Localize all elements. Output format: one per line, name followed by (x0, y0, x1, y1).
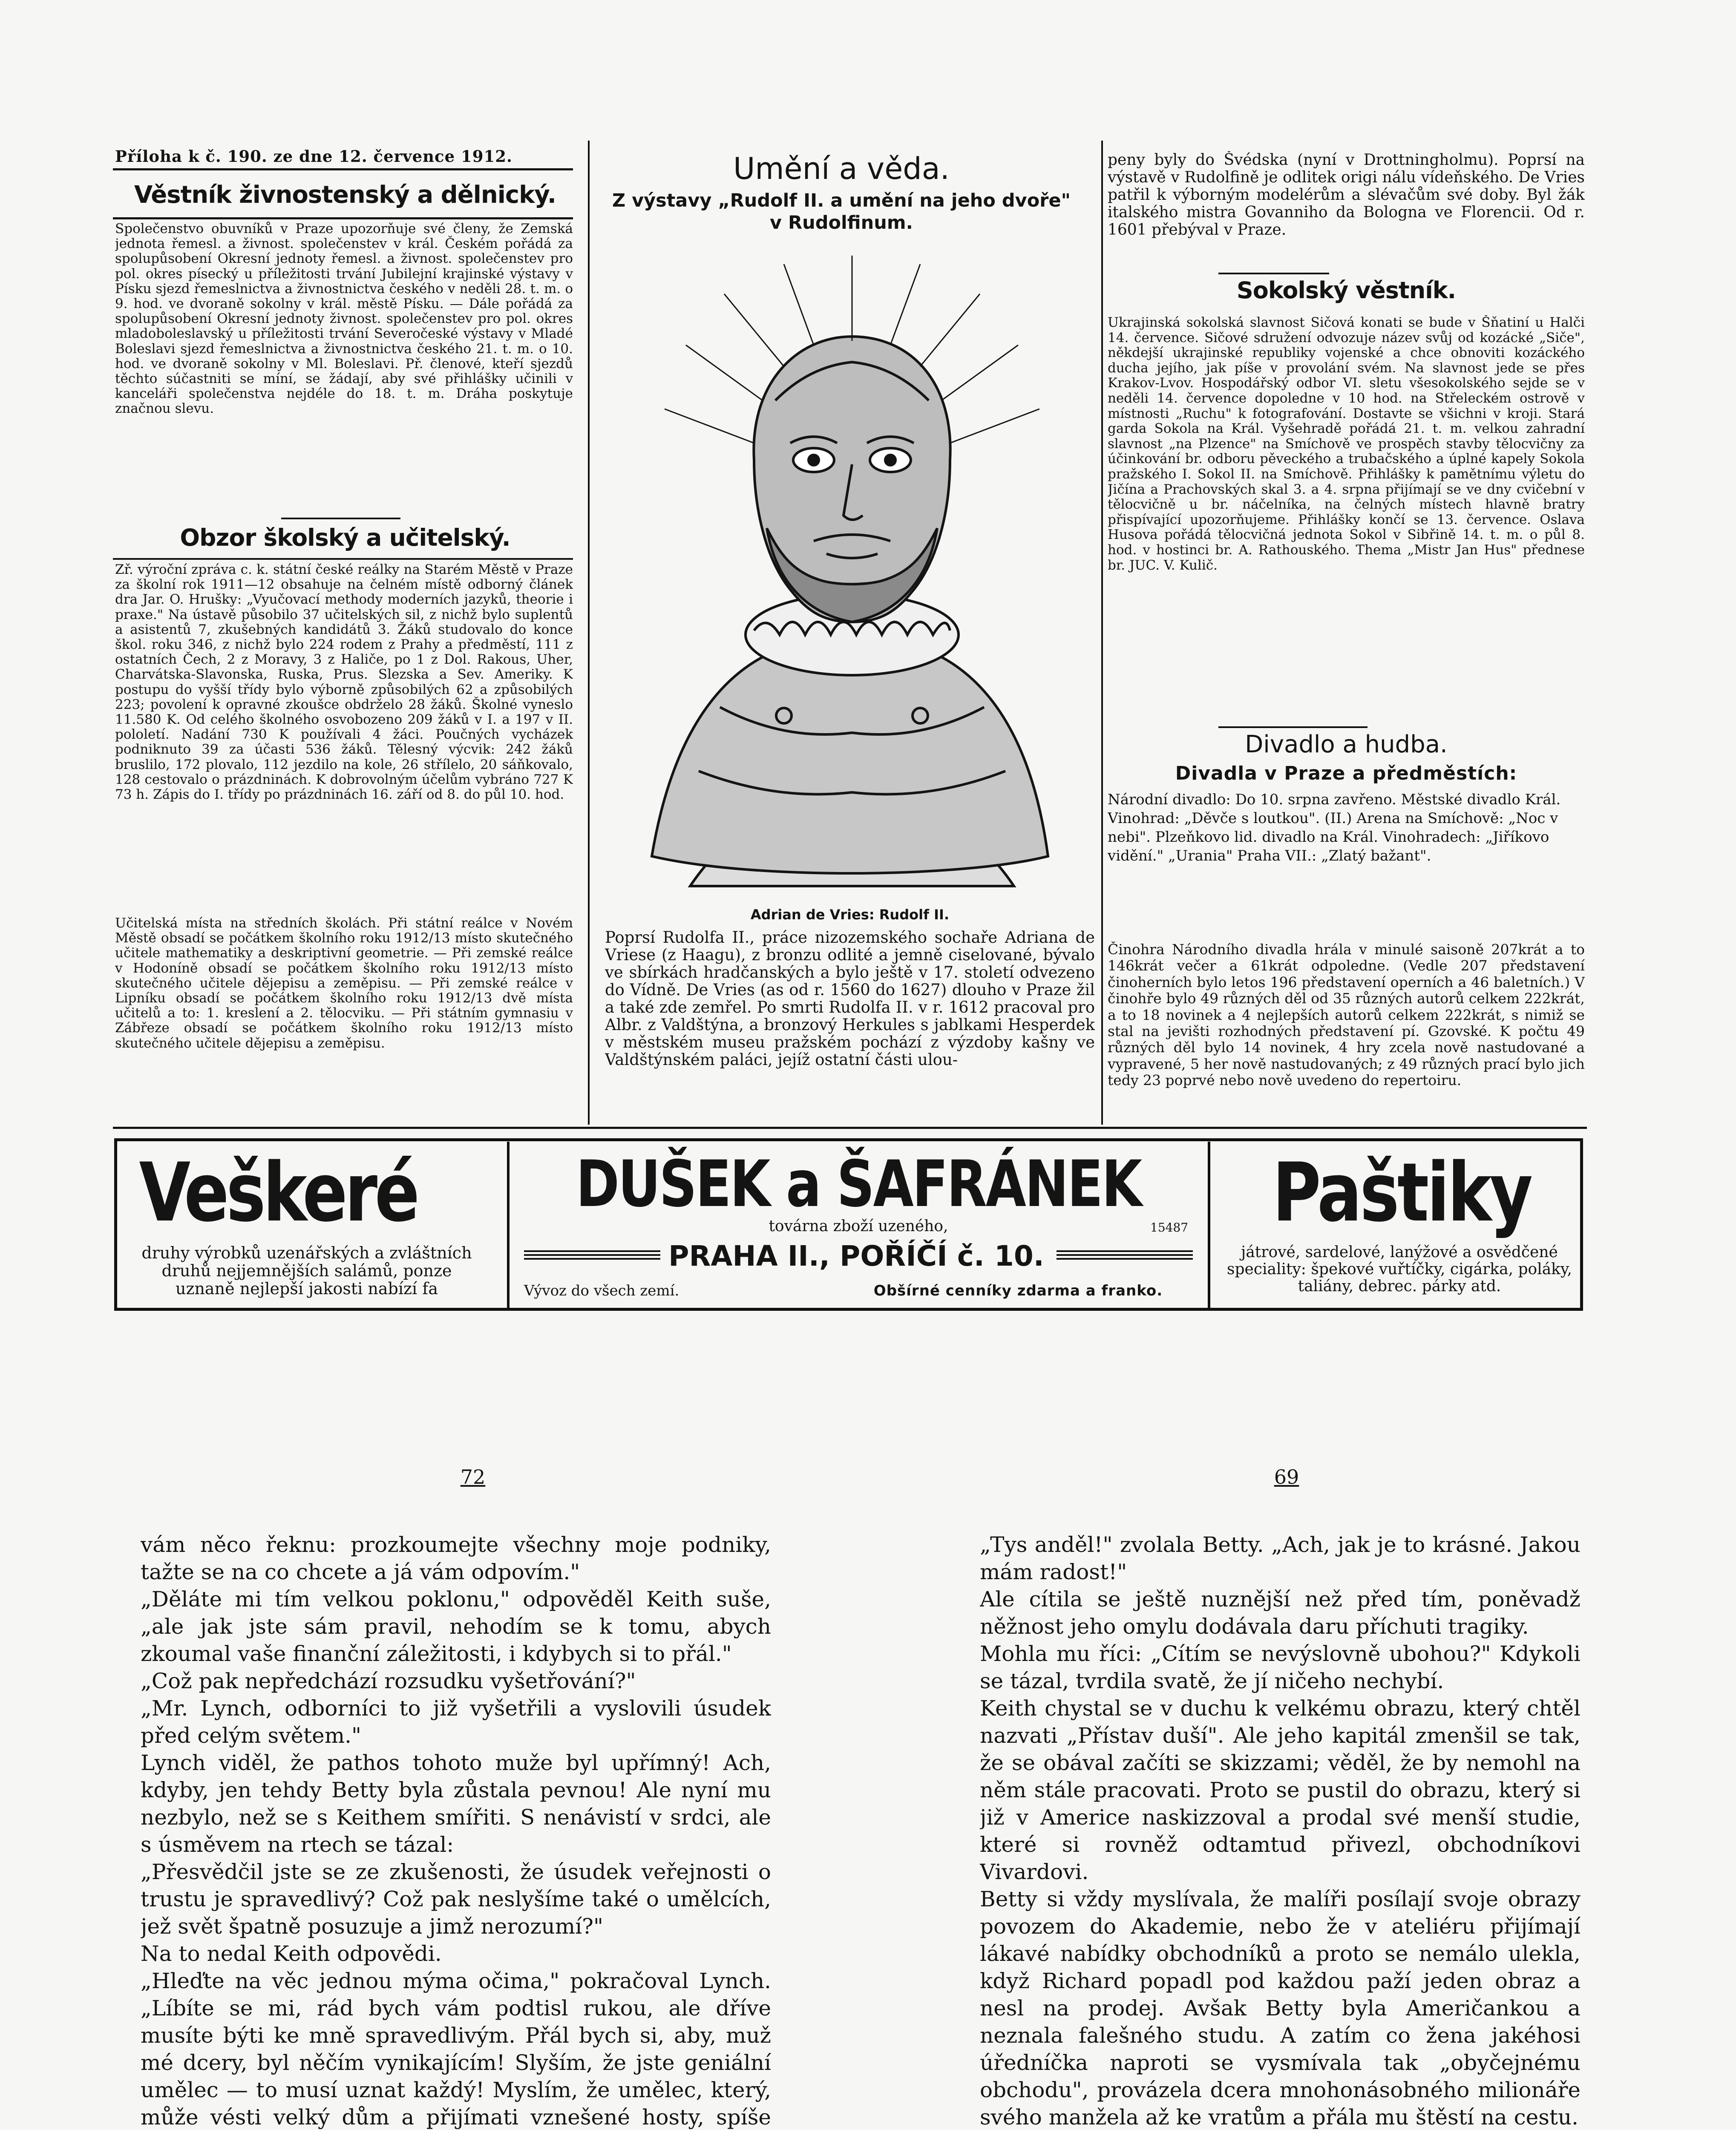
column1-title-school: Obzor školský a učitelský. (180, 524, 510, 551)
column3-sokol-title: Sokolský věstník. (1236, 277, 1456, 304)
column3-theatre-list-text: Národní divadlo: Do 10. srpna zavřeno. Městské divadlo Král. Vinohrad: „Děvče s loutkou". (II.) Arena na Smíchově: „Noc v nebi". Plzeňkovo lid. divadlo na Král. Vinohradech: „Jiříkovo vidění." „Urania" Praha VII.: „Zlatý bažant". (1108, 791, 1561, 864)
ad-address-rule-left (524, 1250, 660, 1260)
left-page-text-body: vám něco řeknu: prozkoumejte všechny moje podniky, tažte se na co chcete a já vám odpovím." „Děláte mi tím velkou poklonu," odpověděl Keith suše, „ale jak jste sám pravil, nehodím se k tomu, abych zkoumal vaše finanční záležitosti, i kdybych si to přál." „Což pak nepředchází rozsudku vyšetřování?" „Mr. Lynch, odborníci to již vyšetřili a vyslovili úsudek před celým světem." Lynch viděl, že pathos tohoto muže byl upřímný! Ach, kdyby, jen tehdy Betty byla zůstala pevnou! Ale nyní mu nezbylo, než se s Keithem smířiti. S nenávistí v srdci, ale s úsměvem na rtech se tázal: „Přesvědčil jste se ze zkušenosti, že úsudek veřejnosti o trustu je spravedlivý? Což pak neslyšíme také o umělcích, jež svět špatně posuzuje a jimž nerozumí?" Na to nedal Keith odpovědi. „Hleďte na věc jednou mýma očima," pokračoval Lynch. „Líbíte se mi, rád bych vám podtisl rukou, ale dříve musíte býti ke mně spravedlivým. Přál bych si, aby, muž mé dcery, byl něčím vynikajícím! Slyším, že jste geniální umělec — to musí uznat každý! Myslím, že umělec, který, může vésti velký dům a přijímati vznešené hosty, spíše (141, 1532, 771, 2130)
column1-paragraph-teachers (115, 916, 573, 1103)
ad-divider-left (507, 1142, 510, 1308)
column3-paragraph-cont-text: peny byly do Švédska (nyní v Drottningholmu). Poprsí na výstavě v Rudolfině je odlitek origi nálu vídeňského. De Vries patřil k výborným modelérům a slévačům své doby. Byl žák italského mistra Govanniho da Bologna ve Florencii. Od r. 1601 přebýval v Praze. (1108, 151, 1585, 239)
ad-address-rule-right (1057, 1250, 1193, 1260)
column3-divadlo-rule-top (1218, 726, 1367, 728)
ad-left-headline: Veškeré (139, 1146, 417, 1240)
ad-company-address: PRAHA II., POŘÍČÍ č. 10. (668, 1240, 1044, 1272)
column3-theatre-list (1108, 790, 1585, 914)
ad-right-headline: Paštiky (1272, 1146, 1531, 1240)
column2-subtitle: Z výstavy „Rudolf II. a umění na jeho dvoře" v Rudolfinum. (612, 190, 1071, 233)
column1-title-rule (113, 217, 573, 219)
column2-paragraph (605, 929, 1095, 1120)
rudolf-bust-illustration (613, 239, 1086, 903)
column2-title: Umění a věda. (733, 151, 950, 186)
column1-title-school-rule (113, 558, 573, 560)
column3-cinohra-paragraph (1108, 941, 1585, 1120)
column1-section-rule (281, 518, 400, 519)
ad-divider-right (1208, 1142, 1210, 1308)
column3-sokol-paragraph (1108, 315, 1585, 733)
column3-divadlo-subtitle: Divadla v Praze a předměstích: (1175, 763, 1517, 784)
right-page-text-body: „Tys anděl!" zvolala Betty. „Ach, jak je to krásné. Jakou mám radost!" Ale cítila se ještě nuznější než před tím, poněvadž něžnost jeho omylu dodávala daru příchuti tragiky. Mohla mu říci: „Cítím se nevýslovně ubohou?" Kdykoli se tázal, tvrdila svatě, že jí ničeho nechybí. Keith chystal se v duchu k velkému obrazu, který chtěl nazvati „Přístav duší". Ale jeho kapitál zmenšil se tak, že se obával začíti se skizzami; věděl, že by nemohl na něm stále pracovati. Proto se pustil do obrazu, který si již v Americe naskizzoval a prodal své menší studie, které si rovněž odtamtud přivezl, obchodníkovi Vivardovi. Betty si vždy myslívala, že malíři posílají svoje obrazy povozem do Akademie, nebo že v ateliéru přijímají lákavé nabídky obchodníků a proto se nemálo ulekla, když Richard popadl pod každou paží jeden obraz a nesl na prodej. Avšak Betty byla Američankou a neznala falešného studu. A zatím co žena jakéhosi úředníčka naproti se vysmívala tak „obyčejnému obchodu", provázela dcera mnohonásobného milionáře svého manžela až ke vratům a přála mu štěstí na cestu. (980, 1532, 1581, 2130)
column3-sokol-rule-top (1218, 273, 1329, 274)
column1-paragraph-school-text: Zř. výroční zpráva c. k. státní české reálky na Starém Městě v Praze za školní rok 1911—12 obsahuje na čelném místě odborný článek dra Jar. O. Hrušky: „Vyučovací methody moderních jazyků, theorie i praxe." Na ústavě působilo 37 učitelských sil, z nichž bylo suplentů a asistentů 7, zkušebných kandidátů 3. Žáků studovalo do konce škol. roku 346, z nichž bylo 224 rodem z Prahy a předměstí, 111 z ostatních Čech, 2 z Moravy, 3 z Haliče, po 1 z Dol. Rakous, Uher, Charvátska-Slavonska, Ruska, Prus. Slezska a Sev. Ameriky. K postupu do vyšší třídy bylo výborně způsobilých 62 a způsobilých 223; povolení k opravné zkoušce obdrželo 28 žáků. Školné vyneslo 11.580 K. Od celého školného osvobozeno 209 žáků v I. a 197 v II. pololetí. Nadání 730 K používali 4 žáci. Poučných vycházek podniknuto 39 za účasti 536 žáků. Tělesný výcvik: 242 žáků bruslilo, 172 plovalo, 112 jezdilo na kole, 26 střílelo, 20 sáňkovalo, 128 cestovalo o prázdninách. K dobrovolným účelům vybráno 727 K 73 h. Zápis do I. třídy po prázdninách 16. září od 8. do půl 10. hod. (115, 562, 573, 803)
article-bottom-rule (113, 1127, 1587, 1129)
right-page-number: 69 (1274, 1465, 1299, 1488)
column2-paragraph-text: Poprsí Rudolfa II., práce nizozemského sochaře Adriana de Vriese (z Haagu), z bronzu odlité a jemně ciselované, bývalo ve sbírkách hradčanských a bylo ještě v 17. století odvezeno do Vídně. De Vries (as od r. 1560 do 1627) dlouho v Praze žil a také zde zemřel. Po smrti Rudolfa II. v r. 1612 pracoval pro Albr. z Valdštýna, a bronzový Herkules s jablkami Hesperdek v městském museu pražském pochází z výzdoby kašny ve Valdštýnském paláci, jejíž ostatní části ulou- (605, 929, 1095, 1069)
left-page-number: 72 (460, 1465, 486, 1488)
issue-line: Příloha k č. 190. ze dne 12. července 1912. (115, 147, 512, 166)
ad-company-name: DUŠEK a ŠAFRÁNEK (576, 1147, 1141, 1221)
ad-right-text: játrové, sardelové, lanýžové a osvědčené speciality: špekové vuřtíčky, cigárka, poláky, taliány, debrec. párky atd. (1227, 1243, 1572, 1295)
ad-catalog-text: Obšírné cenníky zdarma a franko. (873, 1282, 1163, 1299)
right-page-text (980, 1504, 1581, 2130)
column3-divadlo-title: Divadlo a hudba. (1245, 731, 1448, 758)
column1-paragraph-school (115, 562, 573, 929)
column3-sokol-paragraph-text: Ukrajinská sokolská slavnost Sičová konati se bude v Šňatiní u Halči 14. července. Sičové sdružení odvozuje název svůj od kozácké „Siče", někdejší ukrajinské republiky vojenské a chce obnoviti kozáckého ducha jejího, jak píše v provolání svém. Na slavnost jede se přes Krakov-Lvov. Hospodářský odbor VI. sletu všesokolského sejde se v neděli 14. července dopoledne v 10 hod. na Střeleckém ostrově v místnosti „Ruchu" k fotografování. Dostavte se všichni v kroji. Stará garda Sokola na Král. Vyšehradě pořádá 21. t. m. velkou zahradní slavnost „na Plzence" na Smíchově ve prospěch stavby tělocvičny za účinkování br. odboru pěveckého a trubačského a úplné kapely Sokola pražského I. Sokol II. na Smíchově. Přihlášky k pamětnímu výletu do Jičína a Prachovských skal 3. a 4. srpna přijímají se ve dny cvičební v tělocvičně u br. náčelníka, na čelných místech hlavně bratry přispívající upozorňujeme. Přihlášky končí se 13. července. Oslava Husova pořádá tělocvičná jednota Sokol v Sibřině 14. t. m. o půl 8. hod. v hostinci br. A. Rathouského. Thema „Mistr Jan Hus" přednese br. JUC. V. Kulič. (1108, 315, 1585, 573)
column1-paragraph-guilds-text: Společenstvo obuvníků v Praze upozorňuje své členy, že Zemská jednota řemesl. a živnost. společenstev v král. Českém pořádá za spolupůsobení Okresní jednoty řemesl. a živnost. společenstev pro pol. okres písecký u příležitosti trvání Jubilejní krajinské výstavy v Písku sjezd řemeslnictva a živnostnictva českého v neděli 28. t. m. o 9. hod. ve dvoraně sokolny v král. městě Písku. — Dále pořádá za spolupůsobení Okresní jednoty živnost. společenstev pro pol. okres mladoboleslavský u příležitosti trvání Severočeské výstavy v Mladé Boleslavi sjezd řemeslnictva a živnostnictva českého 21. t. m. o 10. hod. ve dvoraně sokolny v Ml. Boleslavi. Př. členové, kteří sjezdů těchto súčastniti se míní, se žádají, aby své přihlášky učinili v kanceláři společenstva nejdéle do 18. t. m. Dráha poskytuje značnou slevu. (115, 222, 573, 417)
ad-company-subtitle: továrna zboží uzeného, (769, 1218, 948, 1235)
column1-title: Věstník živnostenský a dělnický. (134, 181, 556, 209)
ad-export-text: Vývoz do všech zemí. (524, 1282, 679, 1299)
column1-paragraph-guilds (115, 222, 573, 520)
left-page-text (141, 1504, 771, 2130)
column-divider-1 (588, 141, 590, 1125)
ad-left-text: druhy výrobků uzenářských a zvláštních druhů nejjemnějších salámů, ponze uznaně nejlepší jakosti nabízí fa (141, 1243, 472, 1298)
ad-company-number: 15487 (1150, 1220, 1189, 1235)
column1-paragraph-teachers-text: Učitelská místa na středních školách. Při státní reálce v Novém Městě obsadí se počátkem školního roku 1912/13 místo skutečného učitele mathematiky a deskriptivní geometrie. — Při zemské reálce v Hodoníně obsadí se počátkem školního roku 1912/13 místo skutečného učitele dějepisu a zeměpisu. — Při zemské reálce v Lipníku obsadí se počátkem školního roku 1912/13 dvě místa učitelů a to: 1. kreslení a 2. tělocviku. — Při státním gymnasiu v Zábřeze obsadí se počátkem školního roku 1912/13 místo skutečného učitele dějepisu a zeměpisu. (115, 916, 573, 1051)
column-divider-2 (1101, 141, 1103, 1125)
issue-rule (113, 168, 573, 170)
portrait-caption: Adrian de Vries: Rudolf II. (750, 907, 950, 923)
column3-paragraph-cont (1108, 151, 1585, 271)
column3-cinohra-paragraph-text: Činohra Národního divadla hrála v minulé saisoně 207krát a to 146krát večer a 61krát odpoledne. (Vedle 207 představení činoherních bylo letos 196 představení operních a 46 baletních.) V činohře bylo 49 různých děl od 35 různých autorů celkem 222krát, a to 18 novinek a 4 nejlepších autorů celkem 222krát, s nimiž se stal na jevišti rozhodných představení pí. Gzovské. K počtu 49 různých děl bylo 14 novinek, 4 hry zcela nově nastudované a vypravené, 5 her nově nastudovaných; z 49 různých prací bylo jich tedy 23 poprvé nebo nově uvedeno do repertoiru. (1108, 941, 1585, 1089)
